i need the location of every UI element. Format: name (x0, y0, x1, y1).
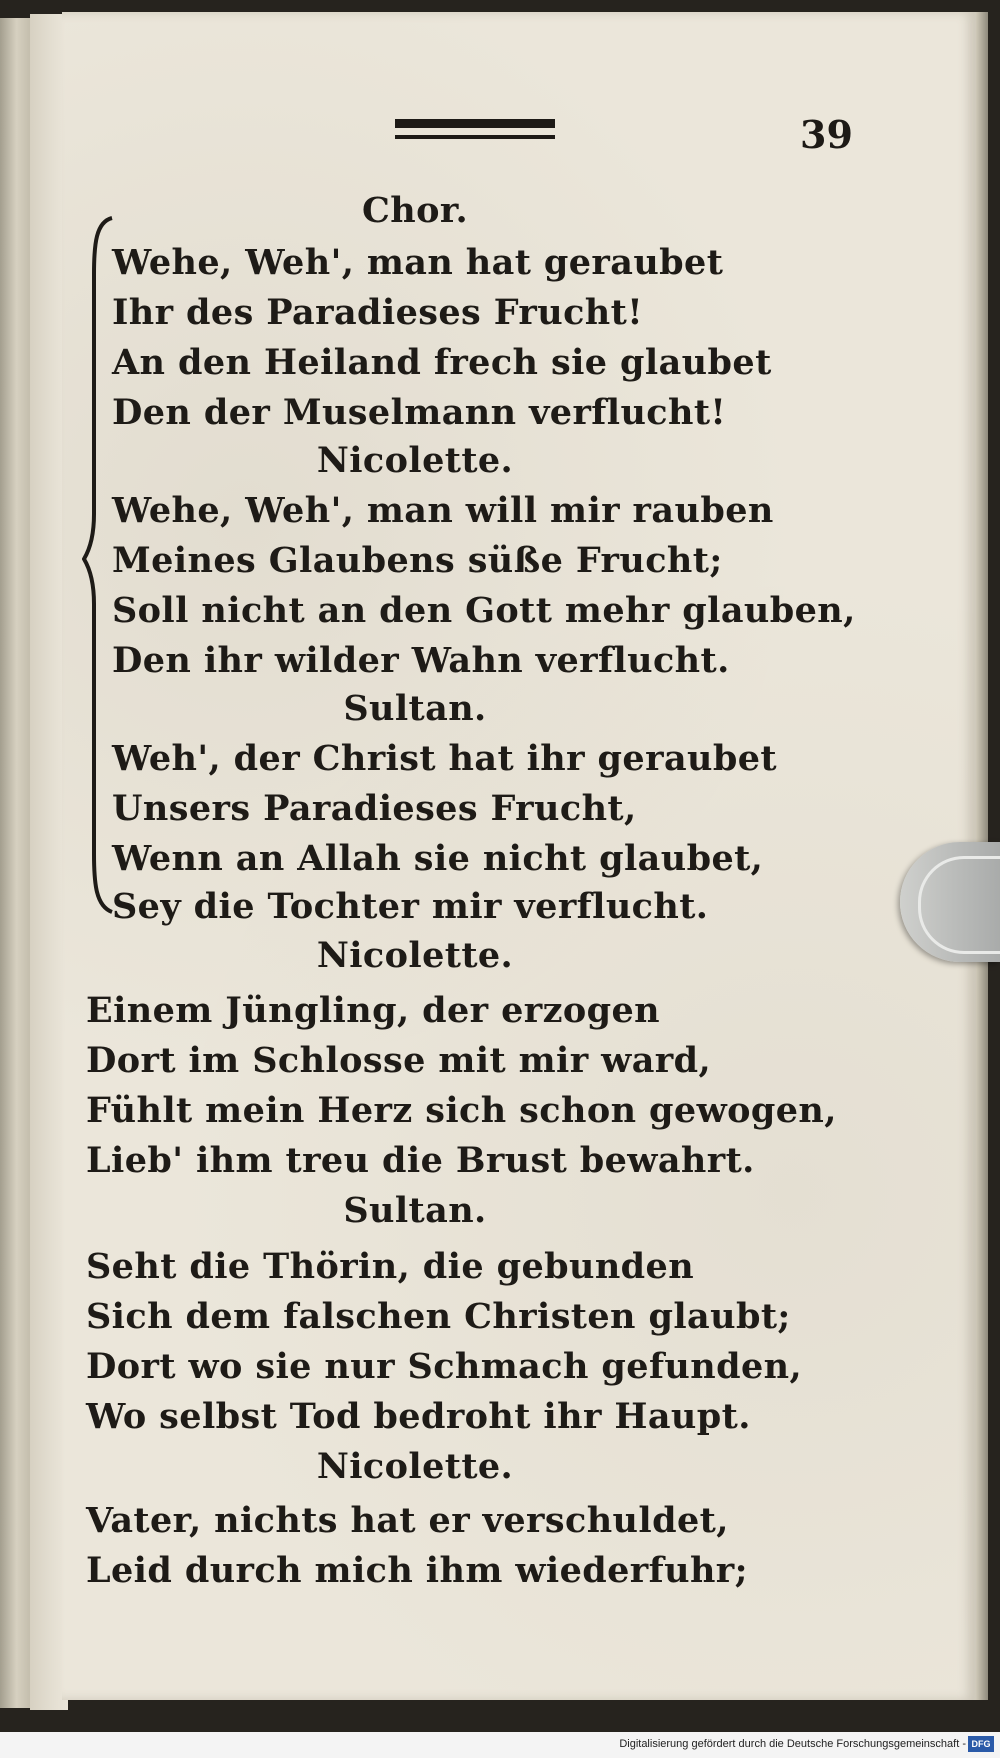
verse-line: Den ihr wilder Wahn verflucht. (112, 640, 730, 681)
page-clip-ring (918, 856, 1000, 954)
dfg-logo: DFG (968, 1736, 994, 1752)
ornament-bar-thick (395, 119, 555, 128)
verse-line: Meines Glaubens süße Frucht; (112, 540, 723, 581)
verse-line: Wo selbst Tod bedroht ihr Haupt. (86, 1396, 751, 1437)
verse-line: Seht die Thörin, die gebunden (86, 1246, 695, 1287)
left-page-edge (0, 18, 30, 1708)
ornament-bar-thin (395, 135, 555, 139)
curly-brace (82, 214, 116, 914)
verse-line: Sich dem falschen Christen glaubt; (86, 1296, 791, 1337)
verse-line: Fühlt mein Herz sich schon gewogen, (86, 1090, 837, 1131)
verse-line: Leid durch mich ihm wiederfuhr; (86, 1550, 748, 1591)
verse-line: Wehe, Weh', man will mir rauben (112, 490, 774, 531)
heading-sultan: Sultan. (343, 1190, 487, 1231)
verse-line: Weh', der Christ hat ihr geraubet (112, 738, 777, 779)
heading-nicolette: Nicolette. (316, 440, 514, 481)
verse-line: Vater, nichts hat er verschuldet, (86, 1500, 729, 1541)
footer-credit: Digitalisierung gefördert durch die Deutsche Forschungsgemeinschaft - (619, 1738, 966, 1750)
page-number: 39 (800, 112, 853, 157)
verse-line: Ihr des Paradieses Frucht! (112, 292, 643, 333)
verse-line: Dort im Schlosse mit mir ward, (86, 1040, 712, 1081)
verse-line: Sey die Tochter mir verflucht. (112, 886, 709, 927)
verse-line: Den der Muselmann verflucht! (112, 392, 727, 433)
verse-line: Einem Jüngling, der erzogen (86, 990, 660, 1031)
ornament-rule (395, 119, 555, 149)
verse-line: Wehe, Weh', man hat geraubet (112, 242, 724, 283)
verse-line: Dort wo sie nur Schmach gefunden, (86, 1346, 803, 1387)
verse-line: An den Heiland frech sie glaubet (112, 342, 772, 383)
verse-line: Soll nicht an den Gott mehr glauben, (112, 590, 856, 631)
heading-sultan: Sultan. (343, 688, 487, 729)
heading-nicolette: Nicolette. (316, 935, 514, 976)
heading-chor: Chor. (361, 190, 469, 231)
verse-line: Unsers Paradieses Frucht, (112, 788, 637, 829)
verse-line: Lieb' ihm treu die Brust bewahrt. (86, 1140, 755, 1181)
heading-nicolette: Nicolette. (316, 1446, 514, 1487)
verse-line: Wenn an Allah sie nicht glaubet, (112, 838, 764, 879)
